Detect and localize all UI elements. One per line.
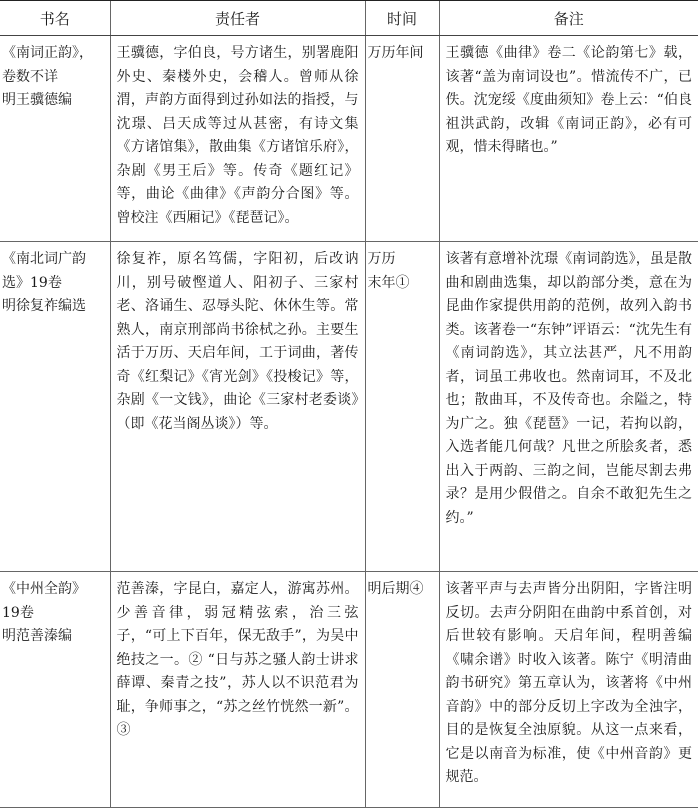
notes-cell: 该著平声与去声皆分出阴阳，字皆注明反切。去声分阴阳在曲韵中系首创，对后世较有影响。天启年间，程明善编《啸余谱》时收入该著。陈宁《明清曲韵书研究》第五章认为，该著将《中州音韵》中的部分反切上字改为全浊字，目的是恢复全浊原貌。从这一点来看，它是以南音为标准，使《中州音韵》更规范。 <box>439 572 698 808</box>
book-title-line: 卷数不详 <box>2 68 58 85</box>
book-title-line: 明范善溱编 <box>2 628 72 644</box>
table-row <box>0 36 698 242</box>
book-title-cell <box>0 572 110 808</box>
book-title-line: 《南北词广韵 <box>2 251 86 267</box>
header-notes: 备注 <box>439 1 698 36</box>
author-cell: 徐复祚，原名笃儒，字阳初，后改讷川，别号破慳道人、阳初子、三家村老、洛诵生、忍辱头陀、休休生等。常熟人，南京刑部尚书徐栻之孙。主要生活于万历、天启年间，工于词曲，著传奇《红梨记》《宵光剑》《投梭记》等，杂剧《一文钱》，曲论《三家村老委谈》（即《花当阁丛谈》）等。 <box>110 242 365 572</box>
book-title-cell <box>0 242 110 572</box>
table-header-row <box>0 1 698 36</box>
author-cell: 王骥德，字伯良，号方诸生，别署鹿阳外史、秦楼外史，会稽人。曾师从徐渭，声韵方面得到过孙如法的指授，与沈璟、吕天成等过从甚密，有诗文集《方诸馆集》，散曲集《方诸馆乐府》，杂剧《男王后》等。传奇《题红记》等，曲论《曲律》《声韵分合图》等。曾校注《西厢记》《琵琶记》。 <box>110 36 365 242</box>
header-time: 时间 <box>365 1 439 36</box>
time-line: 明后期④ <box>367 581 424 597</box>
book-title-cell <box>0 36 110 242</box>
time-cell <box>365 572 439 808</box>
table-row <box>0 242 698 572</box>
time-line: 末年① <box>367 274 410 291</box>
book-title-line: 明王骥德编 <box>2 92 72 108</box>
time-line: 万历 <box>367 251 396 267</box>
notes-cell: 该著有意增补沈璟《南词韵选》，虽是散曲和剧曲选集，却以韵部分类，意在为昆曲作家提供用韵的范例，故列入韵书类。该著卷一“东钟”评语云：“沈先生有《南词韵选》，其立法甚严，凡不用韵者，词虽工弗收也。然南词耳，不及北也；散曲耳，不及传奇也。余隘之，特为广之。独《琵琶》一记，若拘以韵，入选者能几何哉？凡世之所脍炙者，悉出入于两韵、三韵之间，岂能尽割去弗录？是用少假借之。自余不敢犯先生之约。” <box>439 242 698 572</box>
header-title: 书名 <box>0 1 110 36</box>
book-title-line: 19卷 <box>2 604 34 621</box>
time-cell <box>365 36 439 242</box>
notes-cell: 王骥德《曲律》卷二《论韵第七》载，该著“盖为南词设也”。惜流传不广，已佚。沈宠绥《度曲须知》卷上云：“伯良祖洪武韵，改辑《南词正韵》，必有可观，惜未得睹也。” <box>439 36 698 242</box>
author-cell: 范善溱，字昆白，嘉定人，游寓苏州。少善音律，弱冠精弦索，治三弦子，“可上下百年，保无敌手”，为吴中绝技之一。② “日与苏之骚人韵士讲求薛谭、秦青之技”，苏人以不识范君为耻，争师事之，“苏之丝竹恍然一新”。③ <box>110 572 365 808</box>
time-line: 万历年间 <box>367 45 424 61</box>
table-row <box>0 572 698 808</box>
header-author: 责任者 <box>110 1 365 36</box>
book-title-line: 明徐复祚编选 <box>2 298 86 314</box>
book-title-line: 《南词正韵》， <box>2 45 93 61</box>
book-title-line: 《中州全韵》 <box>2 581 86 597</box>
time-cell <box>365 242 439 572</box>
book-title-line: 选》19卷 <box>2 274 62 291</box>
